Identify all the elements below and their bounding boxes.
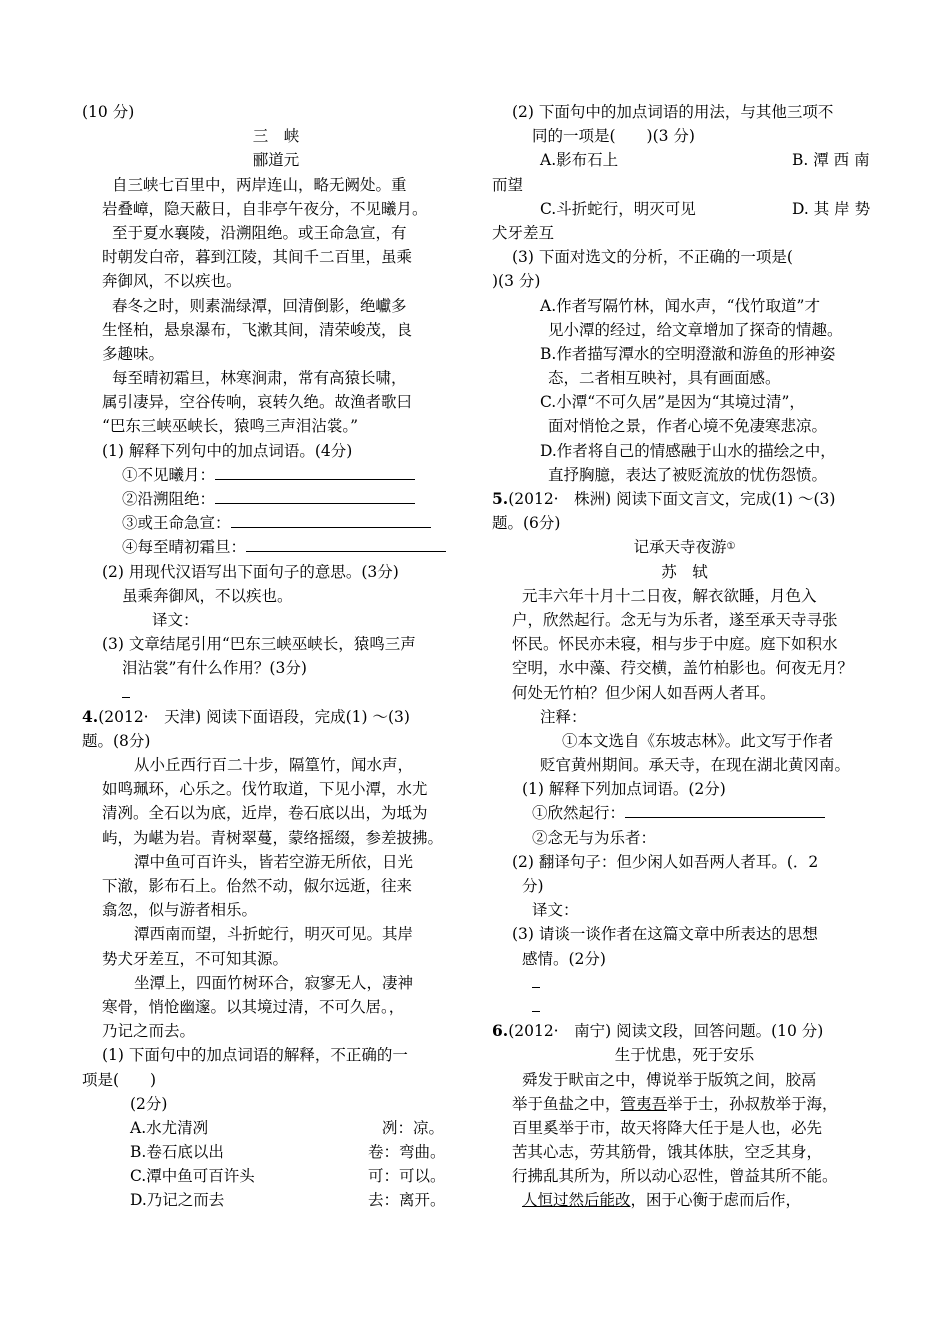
- text-line: 舜发于畎亩之中，傅说举于版筑之间，胶鬲: [522, 1070, 817, 1089]
- answer-item-2: ②念无与为乐者：: [532, 828, 657, 847]
- answer-item-2: ②沿溯阻绝：: [82, 487, 470, 511]
- option-a[interactable]: A.作者写隔竹林，闻水声，“伐竹取道”才: [540, 296, 820, 315]
- question-4-header-cont: 题。(8分): [82, 731, 151, 750]
- option-d[interactable]: D.作者将自己的情感融于山水的描绘之中，: [540, 441, 836, 460]
- passage-author: 苏 轼: [661, 562, 708, 581]
- question-5-header-cont: 题。(6分): [492, 514, 561, 533]
- note-text: ①本文选自《东坡志林》。此文写于作者: [562, 731, 834, 750]
- option-ab[interactable]: A.影布石上 B. 潭 西 南: [540, 151, 870, 170]
- text-line: 元丰六年十月十二日夜，解衣欲睡，月色入: [522, 586, 817, 605]
- question-3-cont: 感情。(2分): [522, 949, 606, 968]
- answer-line[interactable]: [492, 995, 877, 1019]
- answer-line[interactable]: [492, 971, 877, 995]
- text-line: 人恒过然后能改，困于心衡于虑而后作，: [522, 1191, 802, 1210]
- underlined-text: 人恒过然后能改: [522, 1191, 631, 1210]
- question-4-1-cont: 项是( ): [82, 1070, 157, 1089]
- q3-score: (10 分): [82, 103, 135, 121]
- answer-item-1: ①不见曦月：: [82, 463, 470, 487]
- text-line: 举于鱼盐之中，管夷吾举于士，孙叔敖举于海，: [512, 1094, 838, 1113]
- answer-item-1: ①欣然起行：: [492, 801, 877, 825]
- text-line: 户，欣然起行。念无与为乐者，遂至承天寺寻张: [512, 610, 838, 629]
- option-a-cont: 见小潭的经过，给文章增加了探奇的情趣。: [548, 320, 843, 339]
- text-line: 潭中鱼可百许头，皆若空游无所依，日光: [134, 852, 414, 871]
- text-line: 时朝发白帝，暮到江陵，其间千二百里，虽乘: [102, 248, 413, 267]
- text-line: 寒骨，悄怆幽邃。以其境过清，不可久居。，: [102, 997, 405, 1016]
- text-line: 自三峡七百里中，两岸连山，略无阙处。重: [112, 175, 407, 194]
- text-line: 苦其心志，劳其筋骨，饿其体肤，空乏其身，: [512, 1143, 823, 1162]
- answer-blank[interactable]: [215, 489, 415, 504]
- question-4-1: (1) 下面句中的加点词语的解释，不正确的一: [102, 1046, 408, 1065]
- question-2-cont: 分): [522, 877, 544, 895]
- answer-item-4: ④每至晴初霜旦：: [82, 535, 470, 559]
- passage-author: 郦道元: [252, 151, 300, 170]
- question-6-header: 6.(2012· 南宁) 阅读文段，回答问题。(10 分): [492, 1021, 824, 1041]
- option-c[interactable]: C.潭中鱼可百许头 可：可以。: [130, 1167, 446, 1186]
- text-line: 坐潭上，四面竹树环合，寂寥无人，凄神: [134, 973, 414, 992]
- text-line: 行拂乱其所为，所以动心忍性，曾益其所不能。: [512, 1167, 838, 1186]
- answer-blank[interactable]: [625, 803, 825, 818]
- option-b[interactable]: B.作者描写潭水的空明澄澈和游鱼的形神姿: [540, 344, 836, 363]
- translation-label: 译文：: [532, 901, 579, 920]
- question-2: (2) 用现代汉语写出下面句子的意思。(3分): [102, 562, 399, 581]
- passage-title: 生于忧患，死于安乐: [614, 1046, 755, 1065]
- option-c[interactable]: C.小潭“不可久居”是因为“其境过清”，: [540, 393, 805, 412]
- text-line: 从小丘西行百二十步，隔篁竹，闻水声，: [134, 756, 414, 775]
- question-1: (1) 解释下列加点词语。(2分): [522, 780, 726, 799]
- question-4-header: 4.(2012· 天津) 阅读下面语段，完成(1) ～(3): [82, 706, 410, 726]
- underlined-text: 管夷吾: [620, 1094, 668, 1113]
- text-line: 屿，为嵁为岩。青树翠蔓，蒙络摇缀，参差披拂。: [102, 828, 444, 847]
- right-column: [492, 100, 877, 1213]
- answer-item-3: ③或王命急宣：: [82, 511, 470, 535]
- text-line: 每至晴初霜旦，林寒涧肃，常有高猿长啸，: [112, 369, 407, 388]
- option-d[interactable]: D.乃记之而去 去：离开。: [130, 1191, 446, 1210]
- note-label: 注释：: [540, 707, 587, 726]
- answer-blank[interactable]: [231, 513, 431, 528]
- q2-sentence: 虽乘奔御风，不以疾也。: [122, 586, 293, 605]
- text-line: 清冽。全石以为底，近岸，卷石底以出，为坻为: [102, 804, 428, 823]
- question-1: (1) 解释下列句中的加点词语。(4分): [102, 441, 353, 460]
- question-4-1-score: (2分): [130, 1094, 168, 1113]
- translation-label: 译文：: [152, 610, 199, 629]
- text-line: 属引凄异，空谷传响，哀转久绝。故渔者歌曰: [102, 393, 413, 412]
- text-line: 百里奚举于市，故天将降大任于是人也，必先: [512, 1118, 823, 1137]
- option-c-cont: 面对悄怆之景，作者心境不免凄寒悲凉。: [548, 417, 828, 436]
- note-text-cont: 贬官黄州期间。承天寺，在现在湖北黄冈南。: [540, 756, 851, 775]
- option-d-cont: 犬牙差互: [492, 223, 555, 242]
- text-line: 岩叠嶂，隐天蔽日，自非亭午夜分，不见曦月。: [102, 199, 428, 218]
- text-line: 至于夏水襄陵，沿溯阻绝。或王命急宣，有: [112, 223, 407, 242]
- text-line: 翕忽，似与游者相乐。: [102, 901, 258, 920]
- answer-blank[interactable]: [215, 465, 415, 480]
- question-4-2: (2) 下面句中的加点词语的用法，与其他三项不: [512, 103, 834, 121]
- question-4-3-cont: )(3 分): [492, 272, 541, 291]
- question-4-3: (3) 下面对选文的分析，不正确的一项是(: [512, 248, 793, 267]
- option-cd[interactable]: C.斗折蛇行，明灭可见 D. 其 岸 势: [540, 199, 871, 218]
- question-2: (2) 翻译句子：但少闲人如吾两人者耳。(．2: [512, 852, 819, 871]
- text-line: 乃记之而去。: [102, 1022, 196, 1041]
- text-line: 多趣味。: [102, 344, 165, 363]
- option-a[interactable]: A.水尤清冽 冽：凉。: [130, 1118, 445, 1137]
- text-line: 奔御风，不以疾也。: [102, 272, 242, 291]
- answer-blank[interactable]: [246, 537, 446, 552]
- passage-title: 记承天寺夜游①: [633, 538, 736, 557]
- option-b-cont: 态，二者相互映衬，具有画面感。: [548, 369, 781, 388]
- question-5-header: 5.(2012· 株洲) 阅读下面文言文，完成(1) ～(3): [492, 489, 836, 508]
- question-3: (3) 文章结尾引用“巴东三峡巫峡长，猿鸣三声: [102, 635, 416, 654]
- passage-title: 三 峡: [252, 127, 300, 146]
- text-line: 生怪柏，悬泉瀑布，飞漱其间，清荣峻茂，良: [102, 320, 413, 339]
- question-4-2-cont: 同的一项是( )(3 分): [532, 127, 695, 146]
- footnote-mark: ①: [726, 541, 736, 553]
- option-d-cont: 直抒胸臆，表达了被贬流放的忧伤怨愤。: [548, 465, 828, 484]
- text-line: 何处无竹柏？但少闲人如吾两人者耳。: [512, 683, 776, 702]
- left-column: [82, 100, 470, 1213]
- text-line: 潭西南而望，斗折蛇行，明灭可见。其岸: [134, 925, 414, 944]
- text-line: 春冬之时，则素湍绿潭，回清倒影，绝巘多: [112, 296, 407, 315]
- question-3-cont: 泪沾裳”有什么作用？(3分): [122, 659, 307, 678]
- text-line: 下澈，影布石上。佁然不动，俶尔远逝，往来: [102, 877, 413, 895]
- option-b-cont: 而望: [492, 175, 524, 194]
- text-line: “巴东三峡巫峡长，猿鸣三声泪沾裳。”: [102, 417, 359, 436]
- question-3: (3) 请谈一谈作者在这篇文章中所表达的思想: [512, 925, 818, 944]
- option-b[interactable]: B.卷石底以出 卷：弯曲。: [130, 1143, 446, 1162]
- text-line: 势犬牙差互，不可知其源。: [102, 949, 289, 968]
- text-line: 空明，水中藻、荇交横，盖竹柏影也。何夜无月？: [512, 659, 854, 678]
- text-line: 如鸣珮环，心乐之。伐竹取道，下见小潭，水尤: [102, 780, 428, 799]
- answer-line[interactable]: [82, 681, 470, 705]
- text-line: 怀民。怀民亦未寝，相与步于中庭。庭下如积水: [512, 635, 838, 654]
